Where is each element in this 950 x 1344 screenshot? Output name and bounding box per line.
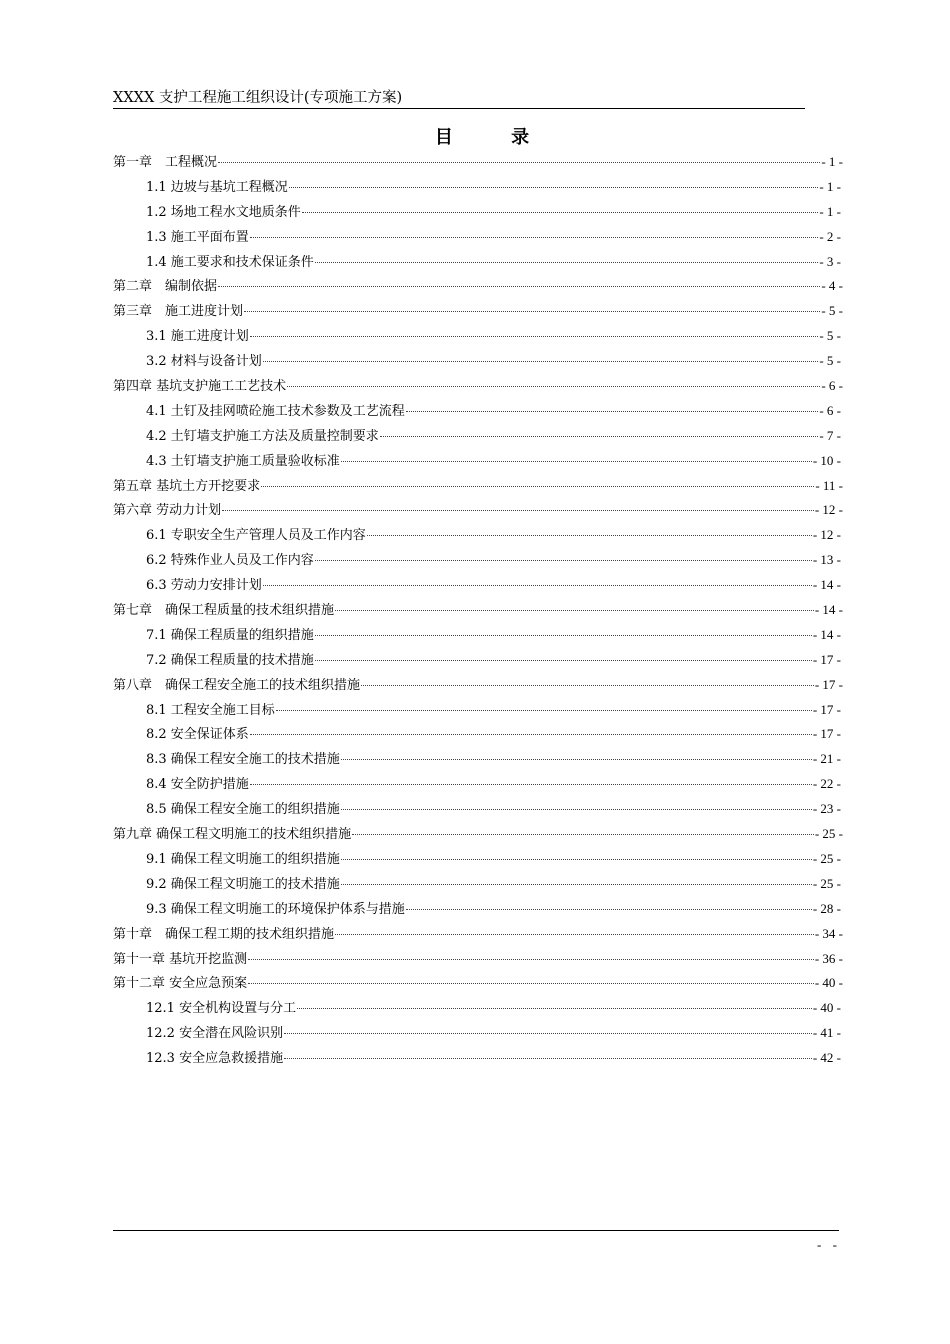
toc-dot-leader — [263, 360, 819, 362]
toc-entry-page: - 5 - — [821, 303, 843, 319]
toc-section-entry[interactable] — [113, 698, 841, 723]
toc-entry-page: - 25 - — [812, 850, 841, 866]
toc-dot-leader — [406, 908, 812, 910]
toc-dot-leader — [341, 460, 812, 462]
toc-entry-label: 1.4 施工要求和技术保证条件 — [146, 254, 314, 270]
running-header: XXXX 支护工程施工组织设计(专项施工方案) — [113, 88, 805, 109]
toc-entry-label: 6.2 特殊作业人员及工作内容 — [146, 553, 314, 569]
toc-entry-page: - 14 - — [812, 626, 841, 642]
toc-dot-leader — [297, 1007, 812, 1009]
toc-chapter-entry[interactable] — [113, 299, 843, 324]
toc-entry-label: 第一章 工程概况 — [113, 155, 218, 170]
toc-entry-label: 第四章 基坑支护施工工艺技术 — [113, 379, 287, 395]
toc-entry-label: 第九章 确保工程文明施工的技术组织措施 — [113, 827, 352, 843]
toc-section-entry[interactable] — [113, 1021, 841, 1046]
toc-dot-leader — [315, 634, 812, 636]
toc-dot-leader — [284, 1057, 812, 1059]
toc-entry-page: - 6 - — [821, 378, 843, 394]
toc-dot-leader — [248, 982, 814, 984]
toc-title: 目 录 — [434, 127, 556, 148]
toc-entry-page: - 13 - — [812, 552, 841, 568]
toc-section-entry[interactable] — [113, 200, 841, 225]
toc-chapter-entry[interactable] — [113, 922, 843, 947]
toc-entry-page: - 17 - — [812, 726, 841, 742]
toc-section-entry[interactable] — [113, 847, 841, 872]
toc-entry-page: - 5 - — [819, 353, 841, 369]
toc-entry-page: - 6 - — [819, 402, 841, 418]
toc-entry-label: 第十一章 基坑开挖监测 — [113, 951, 248, 967]
toc-dot-leader — [341, 808, 812, 810]
toc-dot-leader — [218, 285, 820, 287]
toc-entry-page: - 28 - — [812, 900, 841, 916]
toc-entry-page: - 12 - — [812, 527, 841, 543]
toc-section-entry[interactable] — [113, 225, 841, 250]
toc-chapter-entry[interactable] — [113, 274, 843, 299]
toc-chapter-entry[interactable] — [113, 822, 843, 847]
toc-section-entry[interactable] — [113, 349, 841, 374]
toc-entry-label: 第五章 基坑土方开挖要求 — [113, 478, 261, 494]
toc-entry-page: - 40 - — [814, 975, 843, 991]
toc-chapter-entry[interactable] — [113, 374, 843, 399]
toc-dot-leader — [287, 385, 820, 387]
toc-section-entry[interactable] — [113, 424, 841, 449]
toc-dot-leader — [222, 509, 814, 511]
toc-entry-label: 3.1 施工进度计划 — [146, 329, 249, 345]
toc-entry-label: 9.3 确保工程文明施工的环境保护体系与措施 — [146, 901, 405, 917]
toc-section-entry[interactable] — [113, 175, 841, 200]
toc-entry-label: 8.1 工程安全施工目标 — [146, 702, 275, 718]
toc-dot-leader — [250, 783, 812, 785]
toc-entry-label: 第六章 劳动力计划 — [113, 503, 222, 519]
toc-section-entry[interactable] — [113, 872, 841, 897]
toc-dot-leader — [406, 410, 819, 412]
toc-entry-label: 第三章 施工进度计划 — [113, 304, 244, 320]
toc-dot-leader — [261, 485, 814, 487]
toc-entry-page: - 11 - — [815, 477, 843, 493]
toc-section-entry[interactable] — [113, 996, 841, 1021]
toc-dot-leader — [335, 933, 814, 935]
toc-section-entry[interactable] — [113, 772, 841, 797]
toc-section-entry[interactable] — [113, 1046, 841, 1071]
toc-entry-page: - 4 - — [821, 278, 843, 294]
toc-entry-page: - 10 - — [812, 452, 841, 468]
toc-section-entry[interactable] — [113, 523, 841, 548]
toc-entry-page: - 3 - — [819, 253, 841, 269]
toc-entry-label: 8.4 安全防护措施 — [146, 777, 249, 793]
toc-entry-page: - 21 - — [812, 751, 841, 767]
toc-dot-leader — [361, 684, 814, 686]
toc-dot-leader — [341, 758, 812, 760]
toc-chapter-entry[interactable] — [113, 598, 843, 623]
toc-entry-page: - 42 - — [812, 1050, 841, 1066]
footer-rule — [113, 1230, 839, 1231]
toc-entry-label: 第十章 确保工程工期的技术组织措施 — [113, 926, 335, 942]
toc-entry-page: - 17 - — [814, 676, 843, 692]
toc-entry-page: - 1 - — [819, 203, 841, 219]
toc-entry-page: - 5 - — [819, 328, 841, 344]
toc-dot-leader — [341, 858, 812, 860]
toc-entry-label: 第二章 编制依据 — [113, 279, 218, 295]
toc-dot-leader — [263, 584, 812, 586]
toc-dot-leader — [250, 733, 812, 735]
toc-entry-label: 9.1 确保工程文明施工的组织措施 — [146, 851, 340, 867]
toc-entry-label: 1.2 场地工程水文地质条件 — [146, 204, 301, 220]
toc-entry-label: 6.3 劳动力安排计划 — [146, 578, 262, 594]
toc-dot-leader — [250, 335, 819, 337]
toc-entry-page: - 2 - — [819, 228, 841, 244]
toc-entry-page: - 22 - — [812, 776, 841, 792]
toc-dot-leader — [248, 958, 814, 960]
toc-dot-leader — [352, 833, 814, 835]
toc-entry-page: - 14 - — [812, 577, 841, 593]
toc-dot-leader — [302, 211, 819, 213]
footer-page-number: - - — [817, 1237, 841, 1252]
toc-dot-leader — [315, 659, 812, 661]
toc-entry-label: 1.3 施工平面布置 — [146, 229, 249, 245]
toc-entry-page: - 1 - — [819, 178, 841, 194]
toc-entry-label: 12.1 安全机构设置与分工 — [146, 1001, 297, 1017]
toc-entry-label: 6.1 专职安全生产管理人员及工作内容 — [146, 528, 366, 544]
toc-dot-leader — [244, 310, 820, 312]
toc-dot-leader — [276, 709, 812, 711]
toc-entry-page: - 40 - — [812, 1000, 841, 1016]
toc-chapter-entry[interactable] — [113, 498, 843, 523]
toc-entry-label: 3.2 材料与设备计划 — [146, 354, 262, 370]
toc-dot-leader — [218, 161, 820, 163]
toc-entry-page: - 23 - — [812, 801, 841, 817]
toc-dot-leader — [284, 1032, 812, 1034]
toc-entry-label: 9.2 确保工程文明施工的技术措施 — [146, 876, 340, 892]
toc-section-entry[interactable] — [113, 747, 841, 772]
toc-section-entry[interactable] — [113, 722, 841, 747]
toc-entry-label: 第八章 确保工程安全施工的技术组织措施 — [113, 677, 361, 693]
toc-entry-page: - 1 - — [821, 154, 843, 169]
toc-dot-leader — [250, 236, 819, 238]
toc-chapter-entry[interactable] — [113, 673, 843, 698]
toc-entry-page: - 17 - — [812, 701, 841, 717]
toc-entry-label: 4.3 土钉墙支护施工质量验收标准 — [146, 453, 340, 469]
toc-entry-page: - 34 - — [814, 925, 843, 941]
toc-entry-page: - 25 - — [814, 826, 843, 842]
toc-chapter-entry[interactable] — [113, 947, 843, 972]
toc-section-entry[interactable] — [113, 324, 841, 349]
toc-chapter-entry[interactable] — [113, 150, 843, 175]
toc-entry-page: - 14 - — [814, 602, 843, 618]
toc-entry-page: - 36 - — [814, 950, 843, 966]
toc-dot-leader — [367, 534, 812, 536]
toc-dot-leader — [315, 559, 812, 561]
toc-entry-label: 8.2 安全保证体系 — [146, 727, 249, 743]
toc-entry-page: - 7 - — [819, 427, 841, 443]
toc-section-entry[interactable] — [113, 573, 841, 598]
toc-chapter-entry[interactable] — [113, 971, 843, 996]
toc-section-entry[interactable] — [113, 449, 841, 474]
toc-entry-label: 7.2 确保工程质量的技术措施 — [146, 652, 314, 668]
toc-section-entry[interactable] — [113, 897, 841, 922]
toc-dot-leader — [289, 186, 819, 188]
toc-section-entry[interactable] — [113, 797, 841, 822]
toc-entry-label: 7.1 确保工程质量的组织措施 — [146, 627, 314, 643]
toc-entry-label: 4.2 土钉墙支护施工方法及质量控制要求 — [146, 428, 379, 444]
toc-section-entry[interactable] — [113, 623, 841, 648]
toc-section-entry[interactable] — [113, 548, 841, 573]
toc-entry-page: - 12 - — [814, 502, 843, 518]
toc-entry-page: - 17 - — [812, 651, 841, 667]
toc-section-entry[interactable] — [113, 648, 841, 673]
toc-entry-label: 第十二章 安全应急预案 — [113, 976, 248, 992]
toc-entry-label: 8.5 确保工程安全施工的组织措施 — [146, 802, 340, 818]
toc-entry-label: 第七章 确保工程质量的技术组织措施 — [113, 603, 335, 619]
toc-entry-label: 8.3 确保工程安全施工的技术措施 — [146, 752, 340, 768]
toc-entry-label: 1.1 边坡与基坑工程概况 — [146, 179, 288, 195]
toc-entry-label: 4.1 土钉及挂网喷砼施工技术参数及工艺流程 — [146, 403, 405, 419]
toc-dot-leader — [380, 435, 819, 437]
toc-entry-label: 12.3 安全应急救援措施 — [146, 1051, 284, 1067]
toc-dot-leader — [341, 883, 812, 885]
toc-dot-leader — [315, 261, 819, 263]
toc-entry-page: - 41 - — [812, 1025, 841, 1041]
toc-chapter-entry[interactable] — [113, 474, 843, 499]
table-of-contents — [113, 150, 843, 1071]
toc-section-entry[interactable] — [113, 399, 841, 424]
toc-entry-label: 12.2 安全潜在风险识别 — [146, 1026, 284, 1042]
toc-section-entry[interactable] — [113, 250, 841, 275]
toc-dot-leader — [335, 609, 814, 611]
toc-entry-page: - 25 - — [812, 875, 841, 891]
